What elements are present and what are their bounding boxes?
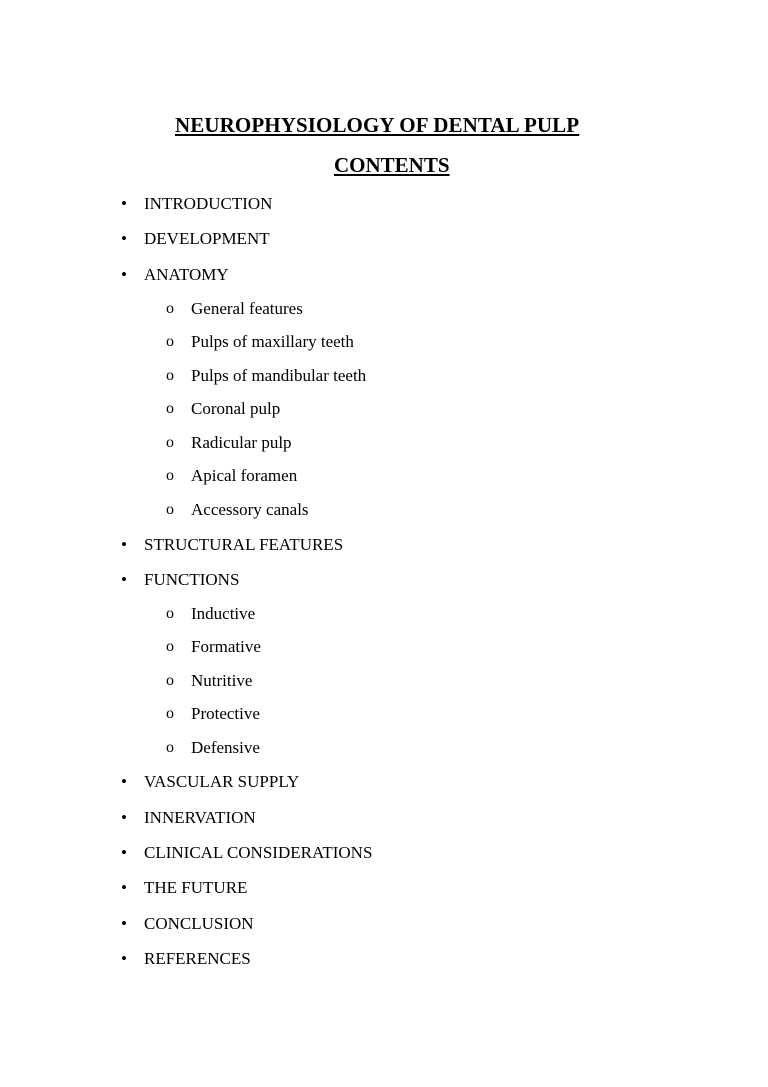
toc-item-development <box>121 228 270 250</box>
sub-bullet-marker: o <box>166 400 174 417</box>
toc-subitem-inductive <box>166 603 256 625</box>
toc-item-label: Coronal pulp <box>191 399 281 418</box>
sub-bullet-marker: o <box>166 300 174 317</box>
bullet-marker: • <box>121 229 127 248</box>
bullet-marker: • <box>121 878 127 897</box>
toc-item-label: ANATOMY <box>144 265 229 284</box>
toc-item-label: Apical foramen <box>191 466 298 485</box>
toc-subitem-pulps-of-maxillary-teeth <box>166 331 354 353</box>
toc-subitem-pulps-of-mandibular-teeth <box>166 365 367 387</box>
toc-item-label: STRUCTURAL FEATURES <box>144 535 344 554</box>
sub-bullet-marker: o <box>166 705 174 722</box>
toc-subitem-general-features <box>166 298 303 320</box>
toc-item-vascular-supply <box>121 771 300 793</box>
sub-bullet-marker: o <box>166 434 174 451</box>
toc-item-label: CONCLUSION <box>144 914 254 933</box>
toc-item-label: DEVELOPMENT <box>144 229 270 248</box>
bullet-marker: • <box>121 949 127 968</box>
toc-item-anatomy <box>121 264 229 286</box>
toc-item-label: Pulps of mandibular teeth <box>191 366 367 385</box>
toc-item-label: General features <box>191 299 303 318</box>
toc-subitem-defensive <box>166 737 260 759</box>
sub-bullet-marker: o <box>166 467 174 484</box>
sub-bullet-marker: o <box>166 672 174 689</box>
bullet-marker: • <box>121 570 127 589</box>
bullet-marker: • <box>121 843 127 862</box>
toc-item-innervation <box>121 807 256 829</box>
toc-item-label: CLINICAL CONSIDERATIONS <box>144 843 373 862</box>
sub-bullet-marker: o <box>166 333 174 350</box>
sub-bullet-marker: o <box>166 739 174 756</box>
toc-item-label: FUNCTIONS <box>144 570 240 589</box>
bullet-marker: • <box>121 808 127 827</box>
toc-item-label: Inductive <box>191 604 256 623</box>
toc-subitem-radicular-pulp <box>166 432 292 454</box>
bullet-marker: • <box>121 265 127 284</box>
toc-subitem-apical-foramen <box>166 465 298 487</box>
toc-item-label: INTRODUCTION <box>144 194 273 213</box>
toc-item-label: INNERVATION <box>144 808 256 827</box>
toc-item-introduction <box>121 193 273 215</box>
toc-item-label: Accessory canals <box>191 500 309 519</box>
toc-subitem-nutritive <box>166 670 253 692</box>
toc-item-label: Radicular pulp <box>191 433 292 452</box>
bullet-marker: • <box>121 535 127 554</box>
toc-item-references <box>121 948 251 970</box>
toc-item-label: THE FUTURE <box>144 878 248 897</box>
sub-bullet-marker: o <box>166 501 174 518</box>
contents-heading: CONTENTS <box>334 153 450 177</box>
toc-subitem-formative <box>166 636 261 658</box>
bullet-marker: • <box>121 914 127 933</box>
toc-item-functions <box>121 569 240 591</box>
toc-subitem-protective <box>166 703 260 725</box>
toc-item-the-future <box>121 877 248 899</box>
toc-subitem-coronal-pulp <box>166 398 281 420</box>
bullet-marker: • <box>121 194 127 213</box>
toc-item-structural-features <box>121 534 344 556</box>
toc-item-conclusion <box>121 913 254 935</box>
toc-item-label: Protective <box>191 704 260 723</box>
toc-item-label: Defensive <box>191 738 260 757</box>
sub-bullet-marker: o <box>166 367 174 384</box>
toc-item-label: REFERENCES <box>144 949 251 968</box>
toc-item-label: Formative <box>191 637 261 656</box>
sub-bullet-marker: o <box>166 605 174 622</box>
toc-item-label: Nutritive <box>191 671 253 690</box>
bullet-marker: • <box>121 772 127 791</box>
document-title: NEUROPHYSIOLOGY OF DENTAL PULP <box>175 113 580 137</box>
toc-subitem-accessory-canals <box>166 499 309 521</box>
toc-item-label: VASCULAR SUPPLY <box>144 772 300 791</box>
toc-item-label: Pulps of maxillary teeth <box>191 332 354 351</box>
sub-bullet-marker: o <box>166 638 174 655</box>
toc-item-clinical-considerations <box>121 842 373 864</box>
